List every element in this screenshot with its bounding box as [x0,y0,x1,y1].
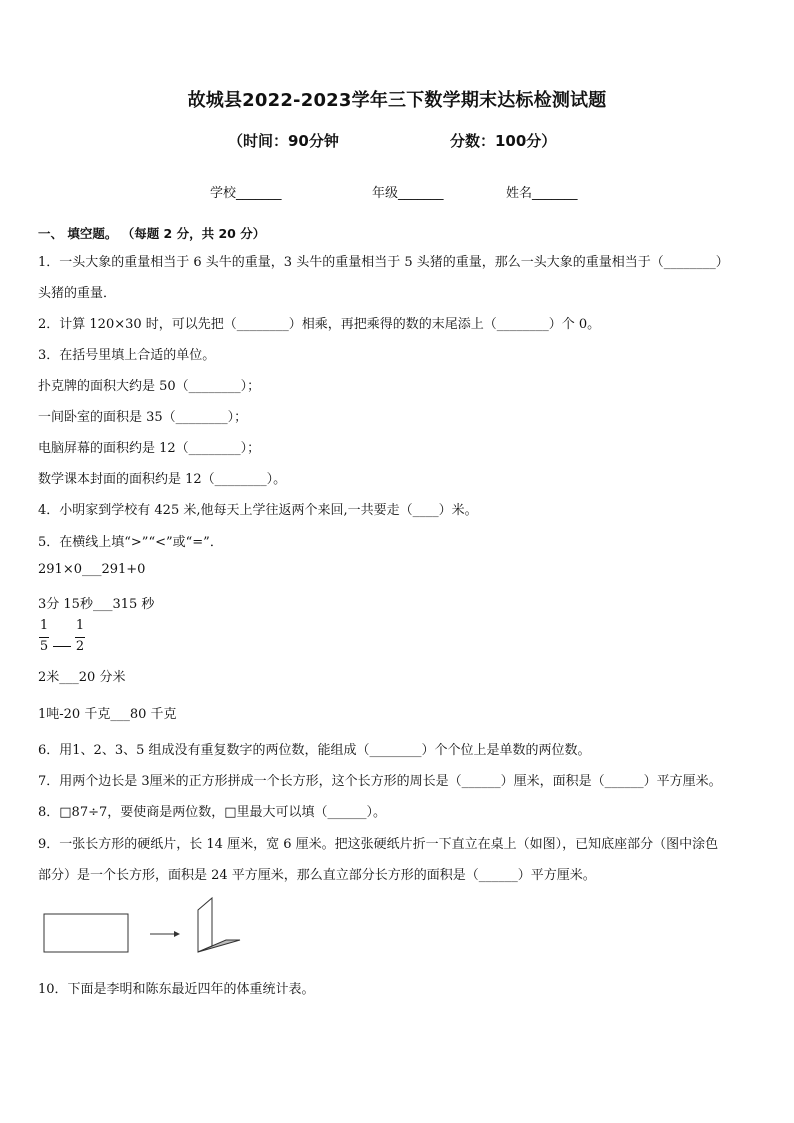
comparison-blank [53,646,71,647]
question-8: 8．□87÷7，要使商是两位数，□里最大可以填（______）。 [38,805,387,820]
question-3-item-c: 电脑屏幕的面积约是 12（________）； [38,441,261,456]
question-6: 6．用1、2、3、5 组成没有重复数字的两位数，能组成（________）个个位上是单数的两位数。 [38,743,591,758]
fraction-2-bar [75,637,85,638]
question-4: 4．小明家到学校有 425 米,他每天上学往返两个来回,一共要走（____）米。 [38,503,478,518]
grade-field: 年级_______ [372,186,444,201]
upright-part [198,898,212,952]
question-2: 2．计算 120×30 时，可以先把（________）相乘，再把乘得的数的末尾添上（________）个 0。 [38,317,601,332]
fraction-2-numerator: 1 [75,618,85,633]
question-5-item-d: 2米___20 分米 [38,670,126,685]
question-5: 5．在横线上填“>”“<”或“=”． [38,535,223,550]
question-5-item-e: 1吨-20 千克___80 千克 [38,707,177,722]
question-5-item-a: 291×0___291+0 [38,562,146,577]
question-3: 3．在括号里填上合适的单位。 [38,348,216,363]
shaded-base [198,940,240,952]
fraction-1-denominator: 5 [39,639,49,654]
question-9-line-1: 9．一张长方形的硬纸片，长 14 厘米，宽 6 厘米。把这张硬纸片折一下直立在桌上（如图），已知底座部分（图中涂色 [38,837,719,852]
question-1-line-1: 1．一头大象的重量相当于 6 头牛的重量，3 头牛的重量相当于 5 头猪的重量，那么一头大象的重量相当于（________） [38,255,729,270]
exam-time: （时间：90分钟 [228,132,339,150]
question-3-item-a: 扑克牌的面积大约是 50（________）； [38,379,261,394]
fraction-1-bar [39,637,49,638]
page-title: 故城县2022-2023学年三下数学期末达标检测试题 [187,90,607,111]
question-10: 10．下面是李明和陈东最近四年的体重统计表。 [38,982,315,997]
question-1-line-2: 头猪的重量． [38,286,117,301]
fraction-2-denominator: 2 [75,639,85,654]
question-5-item-b: 3分 15秒___315 秒 [38,597,155,612]
question-3-item-d: 数学课本封面的面积约是 12（________）。 [38,472,287,487]
question-7: 7．用两个边长是 3厘米的正方形拼成一个长方形，这个长方形的周长是（______）厘米，面积是（______）平方厘米。 [38,774,722,789]
arrow-head [174,931,180,937]
section-heading: 一、 填空题。 （每题 2 分，共 20 分） [38,226,266,241]
exam-score: 分数：100分） [450,132,557,150]
question-3-item-b: 一间卧室的面积是 35（________）； [38,410,248,425]
name-field: 姓名_______ [506,186,578,201]
question-9-line-2: 部分）是一个长方形，面积是 24 平方厘米，那么直立部分长方形的面积是（______）平方厘米。 [38,868,596,883]
fraction-1-numerator: 1 [39,618,49,633]
flat-card-rectangle [44,914,128,952]
school-field: 学校_______ [210,186,282,201]
fold-figure [40,890,250,962]
